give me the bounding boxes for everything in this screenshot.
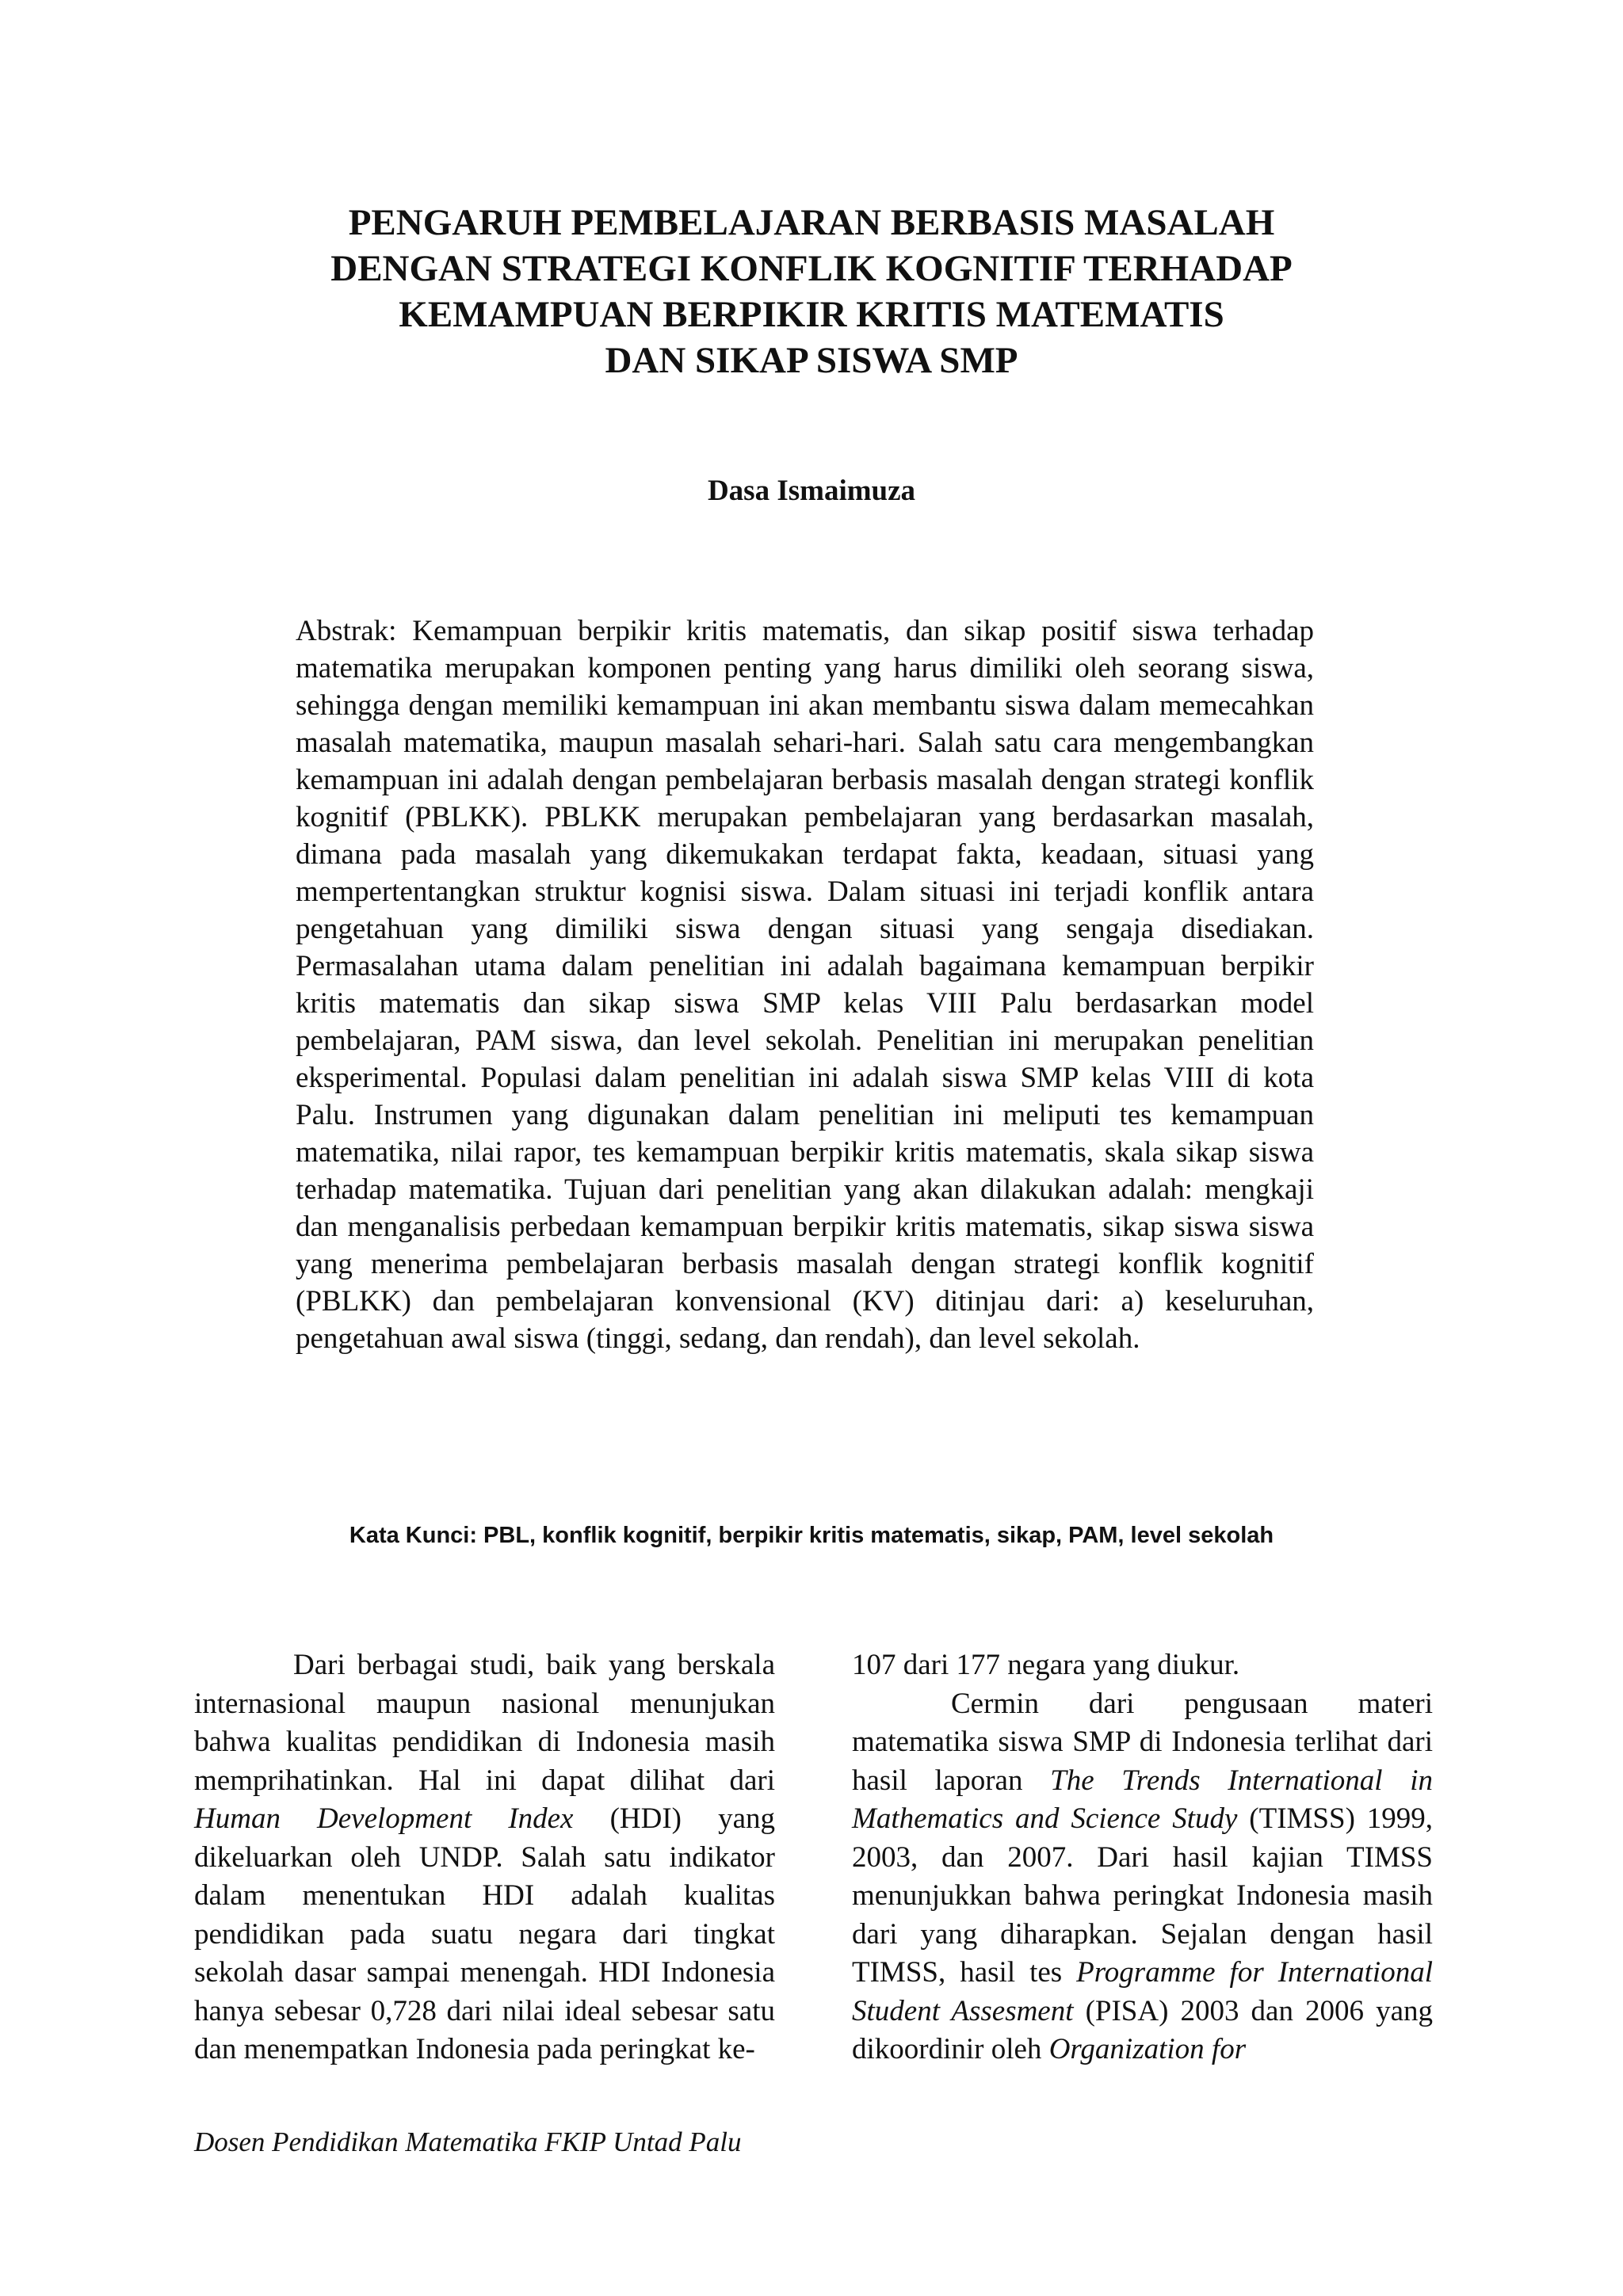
- paragraph-timss: [852, 1685, 1433, 2069]
- paper-title: [198, 200, 1425, 383]
- title-line-2: DENGAN STRATEGI KONFLIK KOGNITIF TERHADAP: [330, 248, 1293, 289]
- text-run: Cermin dari pengusaan materi matematika siswa SMP di Indonesia terlihat dari hasil laporan: [852, 1687, 1433, 1797]
- paragraph-hdi: [194, 1646, 775, 2069]
- text-run: (TIMSS) 1999, 2003, dan 2007. Dari hasil kajian TIMSS menunjukkan bahwa peringkat Indonesia masih dari yang diharapkan. Sejalan dengan hasil TIMSS, hasil tes: [852, 1802, 1434, 1989]
- title-line-1: PENGARUH PEMBELAJARAN BERBASIS MASALAH: [348, 202, 1275, 243]
- paragraph-continuation: 107 dari 177 negara yang diukur.: [852, 1649, 1240, 1681]
- body-column-left: [194, 1646, 775, 2069]
- title-line-3: KEMAMPUAN BERPIKIR KRITIS MATEMATIS: [399, 294, 1224, 335]
- author-name: Dasa Ismaimuza: [707, 475, 916, 507]
- author-affiliation-footer: Dosen Pendidikan Matematika FKIP Untad Palu: [194, 2126, 742, 2157]
- text-run: (PISA) 2003 dan 2006 yang dikoordinir oleh: [852, 1994, 1433, 2065]
- italic-term-pisa: Programme for International Student Assesment: [852, 1956, 1433, 2027]
- body-column-right: [852, 1646, 1433, 2069]
- abstract: Abstrak: Kemampuan berpikir kritis matematis, dan sikap positif siswa terhadap matematika merupakan komponen penting yang harus dimiliki oleh seorang siswa, sehingga dengan memiliki kemampuan ini akan membantu siswa dalam memecahkan masalah matematika, maupun masalah sehari-hari. Salah satu cara mengembangkan kemampuan ini adalah dengan pembelajaran berbasis masalah dengan strategi konflik kognitif (PBLKK). PBLKK merupakan pembelajaran yang berdasarkan masalah, dimana pada masalah yang dikemukakan terdapat fakta, keadaan, situasi yang mempertentangkan struktur kognisi siswa. Dalam situasi ini terjadi konflik antara pengetahuan yang dimiliki siswa dengan situasi yang sengaja disediakan. Permasalahan utama dalam penelitian ini adalah bagaimana kemampuan berpikir kritis matematis dan sikap siswa SMP kelas VIII Palu berdasarkan model pembelajaran, PAM siswa, dan level sekolah. Penelitian ini merupakan penelitian eksperimental. Populasi dalam penelitian ini adalah siswa SMP kelas VIII di kota Palu. Instrumen yang digunakan dalam penelitian ini meliputi tes kemampuan matematika, nilai rapor, tes kemampuan berpikir kritis matematis, skala sikap siswa terhadap matematika. Tujuan dari penelitian yang akan dilakukan adalah: mengkaji dan menganalisis perbedaan kemampuan berpikir kritis matematis, sikap siswa siswa yang menerima pembelajaran berbasis masalah dengan strategi konflik kognitif (PBLKK) dan pembelajaran konvensional (KV) ditinjau dari: a) keseluruhan, pengetahuan awal siswa (tinggi, sedang, dan rendah), dan level sekolah.: [296, 615, 1314, 1355]
- text-run: Dari berbagai studi, baik yang berskala internasional maupun nasional menunjukan bahwa kualitas pendidikan di Indonesia masih memprihatinkan. Hal ini dapat dilihat dari: [194, 1649, 775, 1797]
- title-line-4: DAN SIKAP SISWA SMP: [605, 340, 1018, 381]
- italic-term-hdi: Human Development Index: [194, 1802, 574, 1835]
- italic-term-timss: The Trends International in Mathematics and Science Study: [852, 1764, 1433, 1835]
- italic-term-oecd: Organization for: [1048, 2033, 1247, 2065]
- text-run: (HDI) yang dikeluarkan oleh UNDP. Salah satu indikator dalam menentukan HDI adalah kualitas pendidikan pada suatu negara dari tingkat sekolah dasar sampai menengah. HDI Indonesia hanya sebesar 0,728 dari nilai ideal sebesar satu dan menempatkan Indonesia pada peringkat ke-: [194, 1802, 775, 2065]
- keywords: Kata Kunci: PBL, konflik kognitif, berpikir kritis matematis, sikap, PAM, level sekolah: [349, 1523, 1274, 1548]
